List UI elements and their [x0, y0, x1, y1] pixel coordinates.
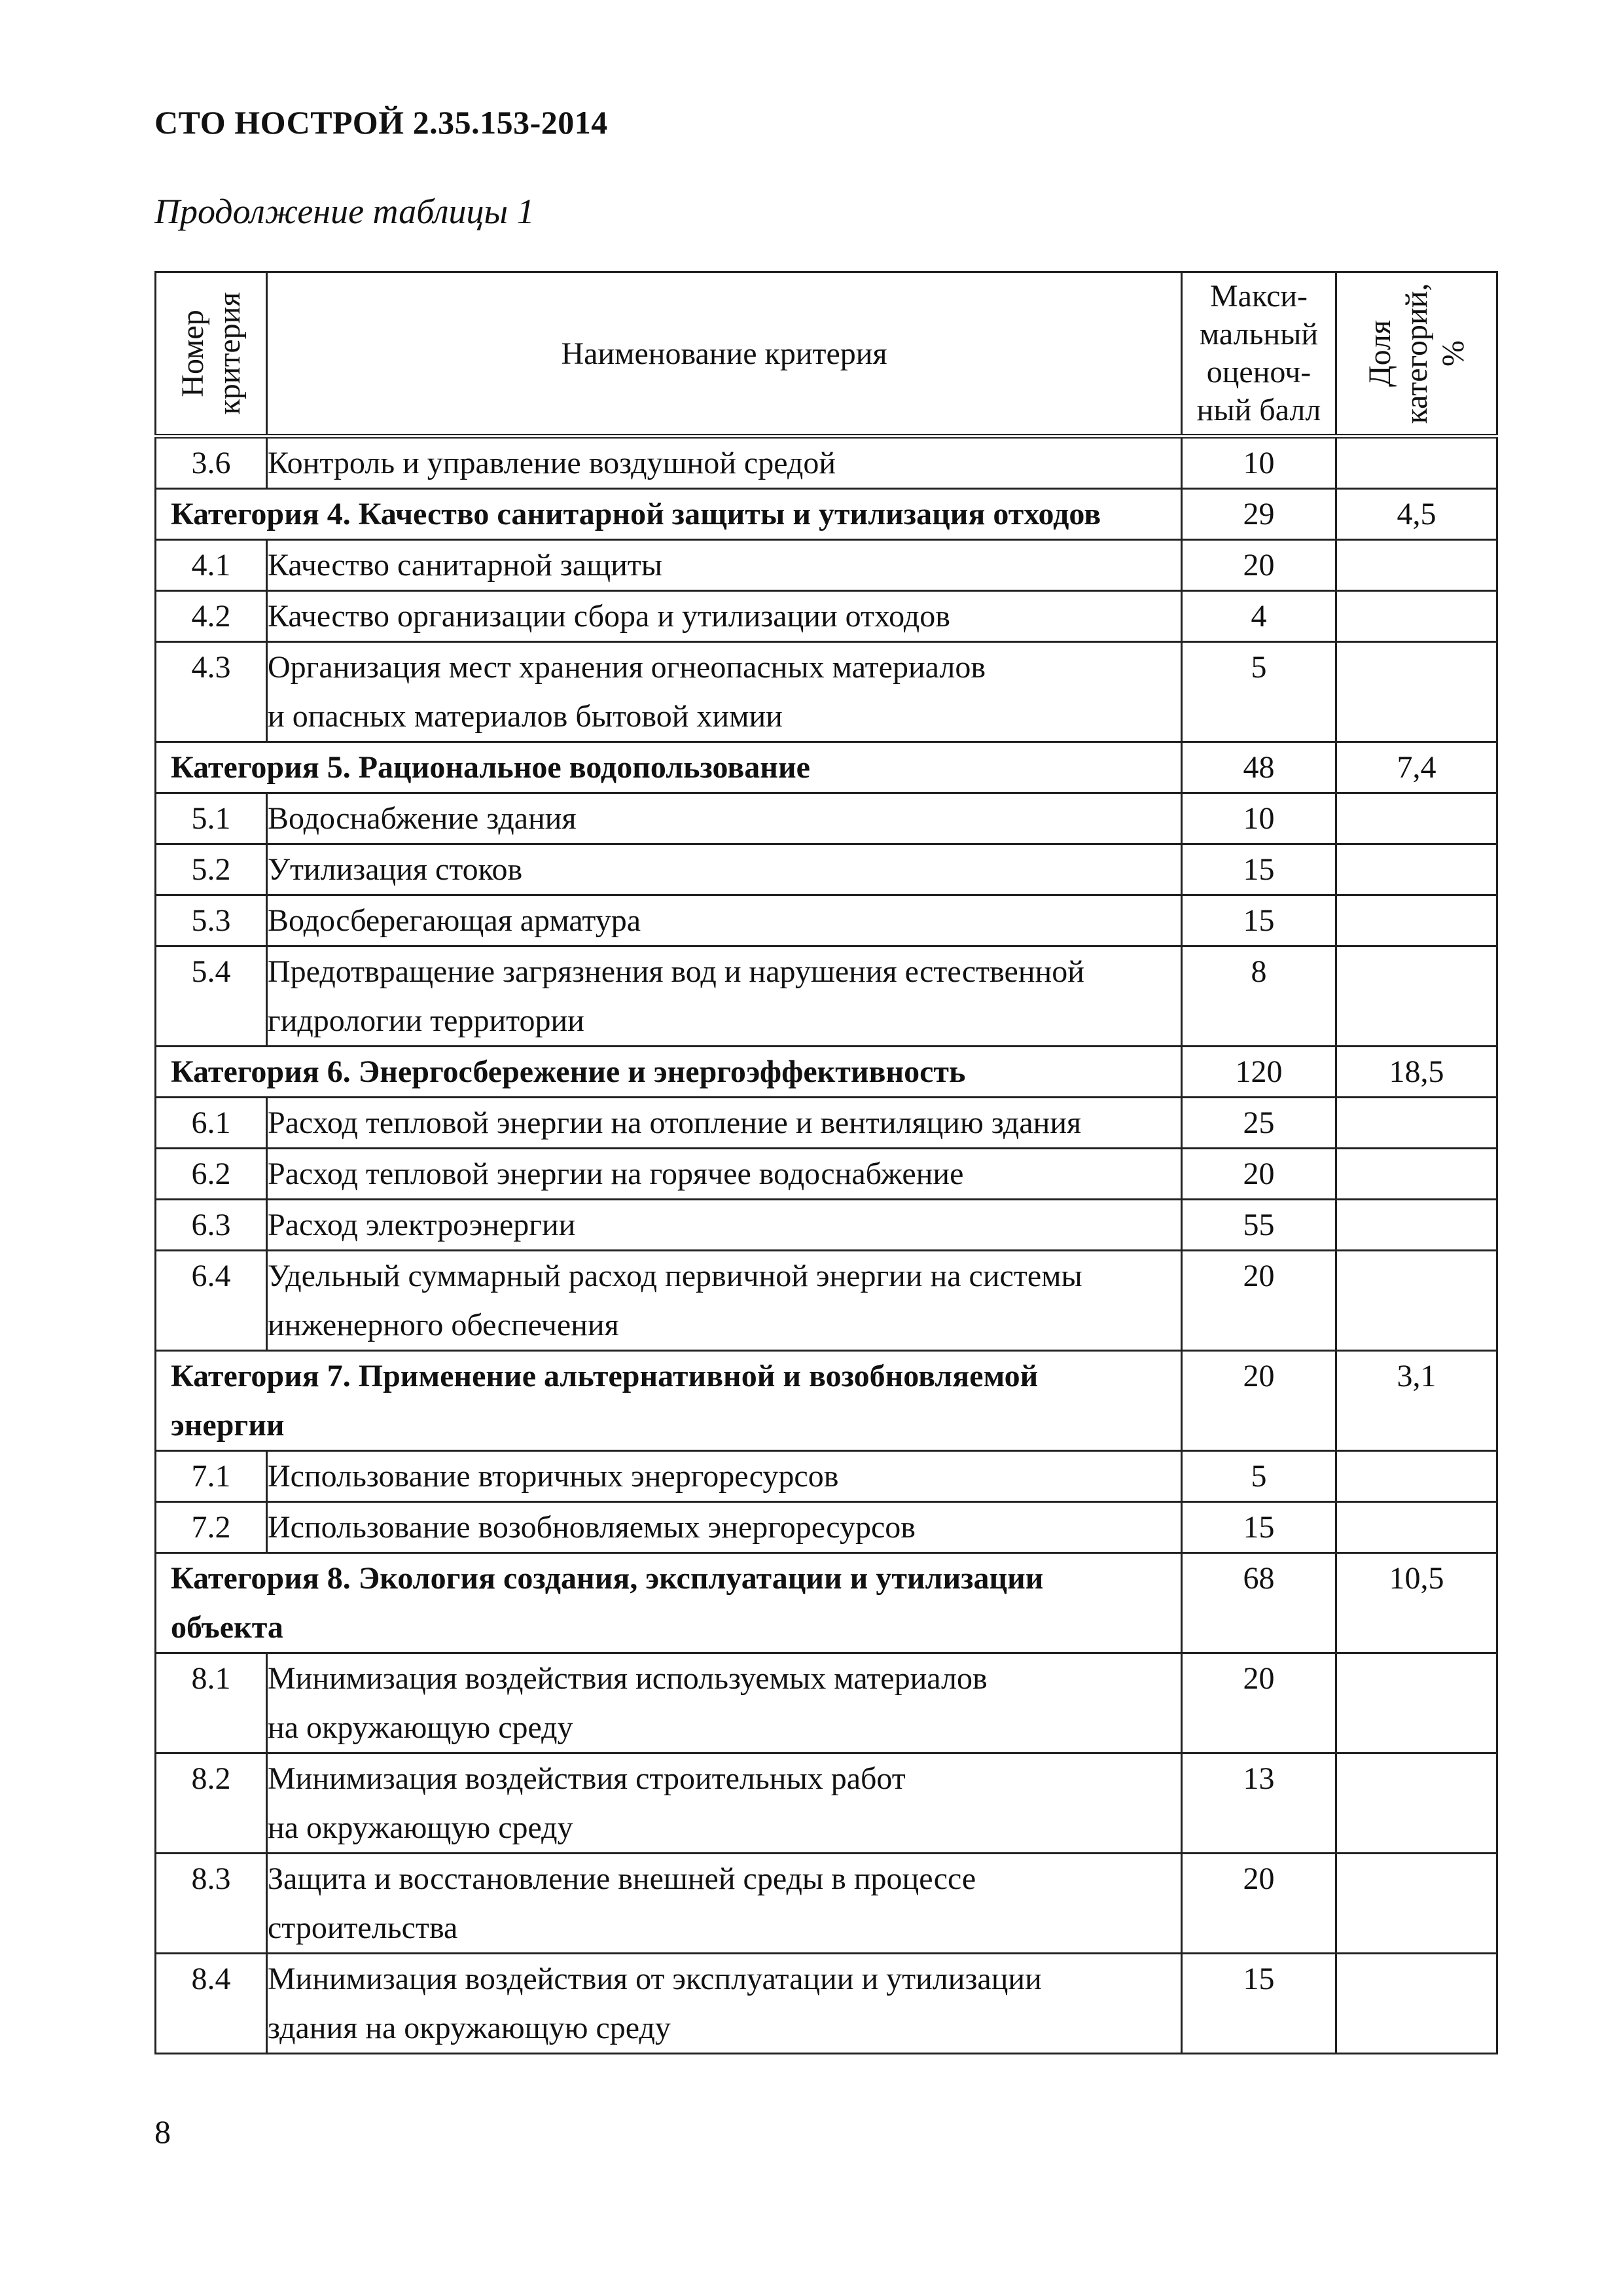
criterion-name-line: Защита и восстановление внешней среды в процессе [268, 1861, 976, 1896]
criterion-name [267, 1200, 1182, 1251]
criterion-name [267, 1653, 1182, 1753]
criterion-name [267, 1098, 1182, 1149]
criterion-name [267, 946, 1182, 1047]
criterion-name [267, 540, 1182, 591]
criterion-max-score: 10 [1182, 793, 1336, 844]
criterion-share [1336, 1149, 1497, 1200]
category-row [156, 489, 1497, 540]
criterion-share [1336, 844, 1497, 895]
criterion-max-score: 55 [1182, 1200, 1336, 1251]
criterion-name-line: здания на окружающую среду [268, 2011, 671, 2045]
criterion-row [156, 1451, 1497, 1502]
criterion-share [1336, 1098, 1497, 1149]
criterion-name-line: Утилизация стоков [268, 852, 523, 887]
category-title-line: Категория 6. Энергосбережение и энергоэффективность [171, 1054, 966, 1089]
category-row [156, 1047, 1497, 1098]
header-share-label: Доля категорий, % [1362, 283, 1471, 424]
criterion-name [267, 793, 1182, 844]
criterion-row [156, 1251, 1497, 1351]
category-title-line: объекта [171, 1610, 283, 1645]
header-max-score: Макси- мальный оценоч- ный балл [1182, 272, 1336, 437]
criterion-row [156, 437, 1497, 489]
category-title [156, 1047, 1182, 1098]
criterion-share [1336, 895, 1497, 946]
criterion-name-line: Организация мест хранения огнеопасных материалов [268, 650, 986, 685]
category-title-line: Категория 8. Экология создания, эксплуатации и утилизации [171, 1561, 1044, 1596]
criterion-number: 6.3 [156, 1200, 267, 1251]
criterion-row [156, 1854, 1497, 1954]
criterion-name-line: Минимизация воздействия от эксплуатации и утилизации [268, 1962, 1042, 1996]
criterion-row [156, 1149, 1497, 1200]
category-title-line: энергии [171, 1408, 285, 1443]
category-max-score: 20 [1182, 1351, 1336, 1451]
category-title [156, 1351, 1182, 1451]
criterion-share [1336, 1653, 1497, 1753]
criterion-name-line: Водоснабжение здания [268, 801, 577, 836]
criterion-share [1336, 1502, 1497, 1553]
criterion-name-line: Расход тепловой энергии на горячее водоснабжение [268, 1157, 964, 1191]
criterion-share [1336, 642, 1497, 742]
criterion-name-line: Качество санитарной защиты [268, 548, 662, 583]
table-header-row [156, 272, 1497, 437]
criterion-name [267, 1149, 1182, 1200]
criterion-name-line: на окружающую среду [268, 1810, 573, 1845]
criterion-share [1336, 540, 1497, 591]
criterion-number: 5.2 [156, 844, 267, 895]
criterion-name-line: Водосберегающая арматура [268, 903, 641, 938]
criterion-row [156, 844, 1497, 895]
criterion-max-score: 20 [1182, 1251, 1336, 1351]
criterion-max-score: 15 [1182, 1502, 1336, 1553]
criterion-share [1336, 1200, 1497, 1251]
criterion-share [1336, 1854, 1497, 1954]
category-title [156, 1553, 1182, 1653]
criterion-name [267, 1451, 1182, 1502]
criterion-max-score: 20 [1182, 1653, 1336, 1753]
category-title-line: Категория 5. Рациональное водопользование [171, 750, 810, 785]
criterion-name-line: Минимизация воздействия строительных работ [268, 1761, 906, 1796]
criterion-row [156, 895, 1497, 946]
criterion-number: 6.2 [156, 1149, 267, 1200]
category-share: 18,5 [1336, 1047, 1497, 1098]
criterion-max-score: 15 [1182, 895, 1336, 946]
criterion-number: 6.1 [156, 1098, 267, 1149]
criterion-row [156, 1954, 1497, 2054]
category-share: 7,4 [1336, 742, 1497, 793]
table-body [156, 437, 1497, 2054]
criterion-name [267, 1954, 1182, 2054]
category-max-score: 120 [1182, 1047, 1336, 1098]
criterion-name [267, 437, 1182, 489]
criterion-share [1336, 793, 1497, 844]
criterion-number: 7.1 [156, 1451, 267, 1502]
category-share: 10,5 [1336, 1553, 1497, 1653]
criterion-max-score: 8 [1182, 946, 1336, 1047]
category-share: 3,1 [1336, 1351, 1497, 1451]
category-title-line: Категория 7. Применение альтернативной и возобновляемой [171, 1359, 1039, 1393]
criterion-row [156, 591, 1497, 642]
criterion-max-score: 20 [1182, 1149, 1336, 1200]
header-number-label: Номер критерия [175, 292, 247, 415]
criterion-name-line: и опасных материалов бытовой химии [268, 699, 783, 734]
category-max-score: 68 [1182, 1553, 1336, 1653]
page-number: 8 [154, 2113, 171, 2150]
category-row [156, 742, 1497, 793]
category-max-score: 29 [1182, 489, 1336, 540]
criterion-number: 8.2 [156, 1753, 267, 1854]
criterion-name [267, 591, 1182, 642]
criterion-max-score: 4 [1182, 591, 1336, 642]
criterion-name-line: на окружающую среду [268, 1710, 573, 1745]
criterion-number: 4.1 [156, 540, 267, 591]
criterion-name-line: Использование возобновляемых энергоресурсов [268, 1510, 916, 1545]
criterion-name-line: Минимизация воздействия используемых материалов [268, 1661, 988, 1696]
criterion-row [156, 1753, 1497, 1854]
criterion-row [156, 540, 1497, 591]
criterion-name [267, 1502, 1182, 1553]
criterion-number: 6.4 [156, 1251, 267, 1351]
criterion-row [156, 1200, 1497, 1251]
criterion-row [156, 642, 1497, 742]
criterion-share [1336, 437, 1497, 489]
criterion-number: 3.6 [156, 437, 267, 489]
criterion-name-line: Удельный суммарный расход первичной энергии на системы [268, 1259, 1082, 1293]
criterion-name-line: Расход электроэнергии [268, 1208, 576, 1242]
criterion-row [156, 793, 1497, 844]
category-title [156, 742, 1182, 793]
criterion-row [156, 946, 1497, 1047]
table-caption: Продолжение таблицы 1 [154, 192, 535, 231]
criteria-table [154, 271, 1498, 2054]
criterion-share [1336, 1753, 1497, 1854]
criterion-name-line: Качество организации сбора и утилизации отходов [268, 599, 950, 634]
category-share: 4,5 [1336, 489, 1497, 540]
category-max-score: 48 [1182, 742, 1336, 793]
criterion-number: 5.1 [156, 793, 267, 844]
category-title-line: Категория 4. Качество санитарной защиты и утилизация отходов [171, 497, 1101, 531]
criterion-max-score: 13 [1182, 1753, 1336, 1854]
criterion-max-score: 5 [1182, 642, 1336, 742]
criterion-number: 5.3 [156, 895, 267, 946]
category-title [156, 489, 1182, 540]
criterion-max-score: 25 [1182, 1098, 1336, 1149]
criterion-name-line: строительства [268, 1910, 458, 1945]
category-row [156, 1553, 1497, 1653]
criterion-name-line: инженерного обеспечения [268, 1308, 619, 1342]
criterion-max-score: 20 [1182, 540, 1336, 591]
criterion-number: 7.2 [156, 1502, 267, 1553]
criterion-name [267, 895, 1182, 946]
criterion-max-score: 15 [1182, 1954, 1336, 2054]
criterion-number: 8.3 [156, 1854, 267, 1954]
criterion-share [1336, 591, 1497, 642]
criterion-row [156, 1502, 1497, 1553]
criterion-name [267, 642, 1182, 742]
criterion-name-line: Контроль и управление воздушной средой [268, 446, 836, 480]
criterion-row [156, 1653, 1497, 1753]
criterion-share [1336, 1954, 1497, 2054]
criterion-name-line: Использование вторичных энергоресурсов [268, 1459, 839, 1494]
criterion-share [1336, 946, 1497, 1047]
header-number [156, 272, 267, 437]
criterion-share [1336, 1451, 1497, 1502]
criterion-name-line: Предотвращение загрязнения вод и нарушения естественной [268, 954, 1084, 989]
criterion-name-line: Расход тепловой энергии на отопление и вентиляцию здания [268, 1105, 1082, 1140]
criterion-number: 5.4 [156, 946, 267, 1047]
header-name: Наименование критерия [267, 272, 1182, 437]
category-row [156, 1351, 1497, 1451]
criterion-name [267, 1854, 1182, 1954]
criterion-max-score: 15 [1182, 844, 1336, 895]
document-code: СТО НОСТРОЙ 2.35.153-2014 [154, 104, 608, 141]
criterion-row [156, 1098, 1497, 1149]
criterion-name-line: гидрологии территории [268, 1003, 584, 1038]
criterion-number: 8.1 [156, 1653, 267, 1753]
header-share [1336, 272, 1497, 437]
criterion-name [267, 1251, 1182, 1351]
criterion-name [267, 1753, 1182, 1854]
criterion-max-score: 5 [1182, 1451, 1336, 1502]
criterion-number: 4.2 [156, 591, 267, 642]
criterion-number: 8.4 [156, 1954, 267, 2054]
criterion-number: 4.3 [156, 642, 267, 742]
criterion-max-score: 10 [1182, 437, 1336, 489]
criterion-max-score: 20 [1182, 1854, 1336, 1954]
criterion-name [267, 844, 1182, 895]
criterion-share [1336, 1251, 1497, 1351]
